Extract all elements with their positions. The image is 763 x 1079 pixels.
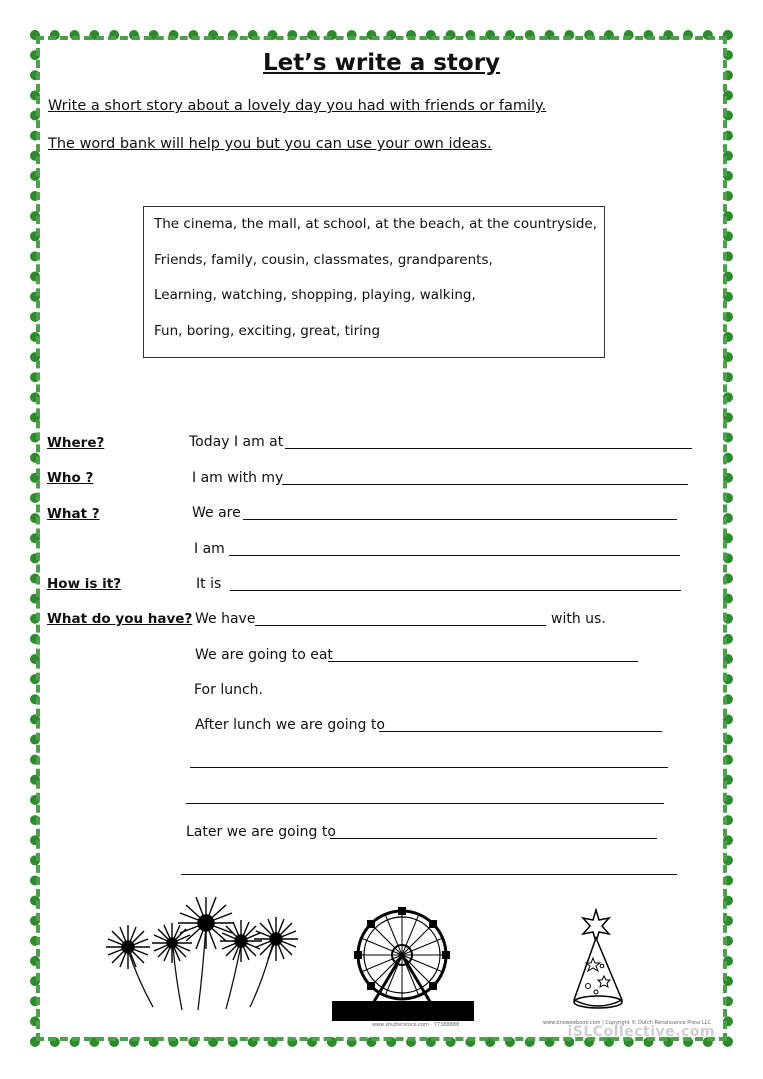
prompt-it-is: It is bbox=[196, 576, 222, 592]
prompt-we-have: We have bbox=[195, 611, 256, 627]
hat-watermark: www.bnoweebook.com | Copyright © Dutch Renaissance Press LLC bbox=[543, 1020, 712, 1026]
answer-line-who[interactable] bbox=[282, 484, 688, 485]
label-who: Who ? bbox=[47, 470, 94, 486]
answer-line-blank-1[interactable] bbox=[190, 767, 668, 768]
instruction-line-2: The word bank will help you but you can use your own ideas. bbox=[48, 136, 492, 152]
word-bank-adjectives: Fun, boring, exciting, great, tiring bbox=[154, 322, 381, 339]
answer-line-later[interactable] bbox=[330, 838, 657, 839]
prompt-with-us: with us. bbox=[551, 611, 606, 627]
holly-border-inner bbox=[36, 36, 727, 1041]
worksheet-title: Let’s write a story bbox=[262, 50, 501, 76]
fireworks-icon bbox=[98, 895, 310, 1015]
ferris-watermark: www.shutterstock.com · 77388888 bbox=[372, 1022, 460, 1028]
site-watermark: iSLCollective.com bbox=[567, 1024, 715, 1040]
prompt-i-am: I am bbox=[194, 541, 225, 557]
instruction-line-1: Write a short story about a lovely day you had with friends or family. bbox=[48, 98, 547, 114]
answer-line-we-have[interactable] bbox=[255, 625, 546, 626]
answer-line-where[interactable] bbox=[285, 448, 692, 449]
word-bank-people: Friends, family, cousin, classmates, grandparents, bbox=[154, 251, 493, 268]
answer-line-we-are[interactable] bbox=[243, 519, 677, 520]
answer-line-after-lunch[interactable] bbox=[379, 731, 662, 732]
prompt-we-are: We are bbox=[192, 505, 241, 521]
answer-line-it-is[interactable] bbox=[230, 590, 681, 591]
label-where: Where? bbox=[47, 435, 105, 451]
party-hat-icon bbox=[568, 908, 628, 1014]
prompt-later: Later we are going to bbox=[186, 824, 336, 840]
prompt-with: I am with my bbox=[192, 470, 284, 486]
prompt-eat: We are going to eat bbox=[195, 647, 333, 663]
word-bank-places: The cinema, the mall, at school, at the beach, at the countryside, bbox=[154, 216, 598, 232]
prompt-after-lunch: After lunch we are going to bbox=[195, 717, 385, 733]
answer-line-eat[interactable] bbox=[328, 661, 638, 662]
label-what: What ? bbox=[47, 506, 100, 522]
answer-line-blank-2[interactable] bbox=[186, 803, 664, 804]
word-bank-activities: Learning, watching, shopping, playing, walking, bbox=[154, 287, 476, 303]
prompt-today: Today I am at bbox=[189, 434, 284, 450]
ferris-wheel-icon bbox=[332, 905, 474, 1021]
prompt-lunch: For lunch. bbox=[194, 682, 263, 698]
label-have: What do you have? bbox=[47, 611, 193, 627]
answer-line-blank-3[interactable] bbox=[181, 874, 677, 875]
word-bank-box bbox=[143, 206, 605, 358]
answer-line-i-am[interactable] bbox=[229, 555, 680, 556]
label-how: How is it? bbox=[47, 576, 122, 592]
